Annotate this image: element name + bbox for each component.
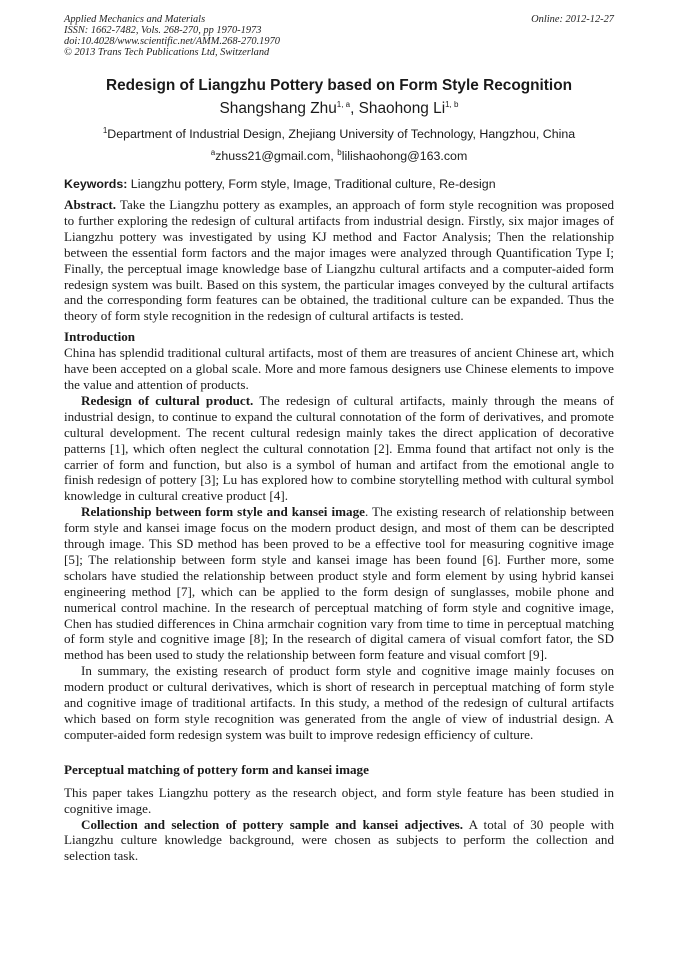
author-1-name: Shangshang Zhu	[219, 100, 337, 117]
abstract	[64, 197, 614, 324]
affiliation	[64, 127, 614, 141]
perceptual-matching-section	[64, 762, 614, 864]
email-a: zhuss21@gmail.com,	[215, 149, 338, 163]
online-date: Online: 2012-12-27	[531, 14, 614, 25]
section2-paragraph-2	[64, 817, 614, 865]
keywords-label: Keywords:	[64, 177, 128, 191]
introduction-heading: Introduction	[64, 329, 136, 345]
email-b: lilishaohong@163.com	[341, 149, 468, 163]
intro-p3-text: . The existing research of relationship between form style and kansei image focus on the modern product design, and most of them can be descripted through image. This SD method has been proved to be a effective tool for measuring cognitive image [5]; The relationship between form style and kansei image has been found [6]. Further more, some scholars have studied the relationship between product style and form element by using hybrid kansei engineering method [7], which can be applied to the form design of sunglasses, mobile phone and numerical control machine. In the research of perceptual matching of form style and cognitive image, Chen has studied differences in China armchair cognition vary from time to time in perceptual matching of form style and cognitive image [8]; In the research of digital camera of visual comfort fator, the SD method has been used to study the relationship between form feature and visual comfort [9].	[64, 504, 614, 663]
issn-line: ISSN: 1662-7482, Vols. 268-270, pp 1970-1973	[64, 25, 262, 36]
affiliation-text: Department of Industrial Design, Zhejiang University of Technology, Hangzhou, China	[107, 127, 576, 141]
email-a-sup: a	[210, 147, 216, 157]
author-emails	[64, 149, 614, 163]
doi-line: doi:10.4028/www.scientific.net/AMM.268-270.1970	[64, 36, 280, 47]
intro-p3-lead: Relationship between form style and kansei image	[81, 504, 365, 520]
paper-title: Redesign of Liangzhu Pottery based on Form Style Recognition	[105, 77, 573, 94]
author-2-sup: 1, b	[445, 99, 459, 109]
abstract-label: Abstract.	[64, 197, 116, 212]
keywords	[64, 177, 614, 191]
affiliation-sup: 1	[102, 125, 108, 135]
section2-heading: Perceptual matching of pottery form and kansei image	[64, 761, 369, 777]
intro-paragraph-1: China has splendid traditional cultural artifacts, most of them are treasures of ancient Chinese art, which have been accepted on a global scale. More and more famous designers use Chinese elements to impove the value and attention of products.	[64, 345, 614, 392]
intro-paragraph-3	[64, 504, 614, 663]
author-2-name: Shaohong Li	[358, 100, 446, 117]
email-b-sup: b	[337, 147, 342, 157]
journal-header	[64, 14, 614, 58]
keywords-text: Liangzhu pottery, Form style, Image, Traditional culture, Re-design	[127, 177, 496, 191]
author-line	[64, 100, 614, 118]
intro-paragraph-4: In summary, the existing research of product form style and cognitive image mainly focuses on modern product or cultural derivatives, which is short of research in perceptual matching of form style and cognitive image of traditional artifacts. In this study, a method of the redesign of cultural artifacts which based on form style recognition was generated from the angle of view of industrial design. A computer-aided form redesign system was built to improve redesign efficiency of culture.	[64, 663, 614, 742]
section2-p2-lead: Collection and selection of pottery sample and kansei adjectives.	[81, 816, 464, 832]
introduction-section	[64, 329, 614, 743]
section2-p2-text: A total of 30 people with Liangzhu culture knowledge background, were chosen as subjects to perform the collection and selection task.	[64, 816, 614, 864]
section2-paragraph-1: This paper takes Liangzhu pottery as the research object, and form style feature has been studied in cognitive image.	[64, 784, 614, 816]
intro-p2-text: The redesign of cultural artifacts, mainly through the means of industrial design, to continue to expand the cultural connotation of the form of derivatives, and promote cultural development. The recent cultural redesign mainly takes the direct application of decorative patterns [1], which often neglect the cultural connotation [2]. Emma found that artifact not only is the carrier of form and function, but also is a symbol of human and artifact from the emotional angle to finish redesign of pottery [3]; Lu has explored how to combine storytelling method with cultural symbol knowledge in cultural creative product [4].	[64, 392, 614, 504]
abstract-text: Take the Liangzhu pottery as examples, an approach of form style recognition was proposed to further exploring the redesign of cultural artifacts from industrial design. Firstly, six major images of Liangzhu pottery was investigated by using KJ method and Factor Analysis; Then the relationship between the essential form factors and the major images were analyzed through Quantification Type I; Finally, the perceptual image knowledge base of Liangzhu cultural artifacts and a computer-aided form redesign system was built. Based on this system, the particular images conveyed by the cultural artifacts and the corresponding form features can be obtained, the traditional culture can be expanded. Thus the theory of form style recognition in the redesign of cultural artifacts is tested.	[64, 197, 614, 324]
author-separator: ,	[350, 100, 359, 117]
author-1-sup: 1, a	[336, 99, 351, 109]
intro-paragraph-2	[64, 393, 614, 504]
paper-page	[64, 14, 614, 864]
copyright-line: © 2013 Trans Tech Publications Ltd, Switzerland	[64, 47, 270, 58]
intro-p2-lead: Redesign of cultural product.	[81, 392, 254, 408]
journal-name: Applied Mechanics and Materials	[64, 14, 206, 25]
